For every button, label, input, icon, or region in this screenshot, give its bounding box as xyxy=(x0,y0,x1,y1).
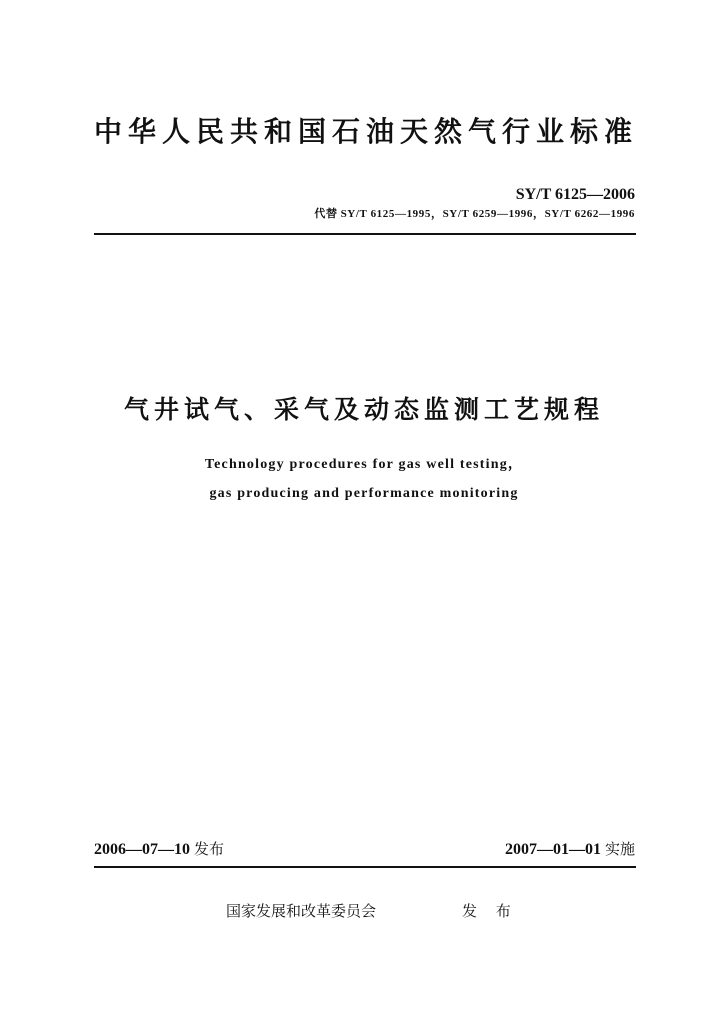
document-title-en-line1: Technology procedures for gas well testing， xyxy=(204,457,524,472)
footer-divider xyxy=(94,866,636,868)
standard-number: SY/T 6125—2006 xyxy=(515,186,635,203)
standard-category-title: 中华人民共和国石油天然气行业标准 xyxy=(94,115,639,148)
issue-date-line xyxy=(94,838,224,861)
implement-date: 2007—01—01 xyxy=(504,841,601,858)
issuing-authority: 国家发展和改革委员会 xyxy=(226,902,377,920)
implement-date-line xyxy=(505,838,635,861)
replaces-standards: SY/T 6125—1995，SY/T 6259—1996，SY/T 6262—1996 xyxy=(340,208,635,220)
implement-label: 实施 xyxy=(604,840,635,858)
issue-label: 发布 xyxy=(194,840,225,858)
header-divider xyxy=(94,233,636,235)
replaces-line xyxy=(314,207,635,221)
document-title-cn: 气井试气、采气及动态监测工艺规程 xyxy=(123,395,604,424)
issue-date: 2006—07—10 xyxy=(94,841,190,858)
publish-label: 发 布 xyxy=(462,902,518,920)
replaces-label: 代替 xyxy=(314,207,338,220)
document-title-en-line2: gas producing and performance monitoring xyxy=(209,486,519,501)
